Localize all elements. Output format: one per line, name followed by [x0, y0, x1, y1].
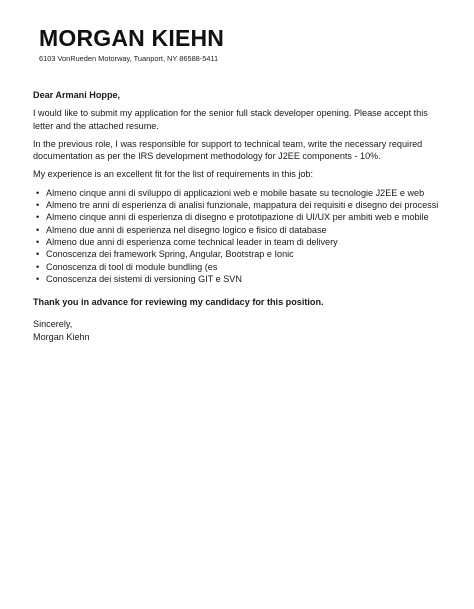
- applicant-address: 6103 VonRueden Motorway, Tuanport, NY 86588-5411: [39, 54, 219, 63]
- salutation: Dear Armani Hoppe,: [33, 90, 121, 100]
- letter-body: [33, 89, 443, 343]
- applicant-name: MORGAN KIEHN: [39, 25, 225, 51]
- list-item: • Almeno due anni di esperienza come technical leader in team di delivery: [33, 236, 443, 248]
- list-item: • Conoscenza dei framework Spring, Angular, Bootstrap e Ionic: [33, 248, 443, 260]
- list-item: • Almeno tre anni di esperienza di analisi funzionale, mappatura dei requisiti e disegno dei processi: [33, 199, 443, 211]
- list-item: • Almeno cinque anni di sviluppo di applicazioni web e mobile basate su tecnologie J2EE e web: [33, 187, 443, 199]
- list-item: • Conoscenza dei sistemi di versioning GIT e SVN: [33, 273, 443, 285]
- paragraph-intro: I would like to submit my application for the senior full stack developer opening. Please accept this letter and the attached resume.: [33, 108, 428, 131]
- thank-you-line: Thank you in advance for reviewing my candidacy for this position.: [33, 297, 324, 308]
- paragraph-previous-role: In the previous role, I was responsible for support to technical team, write the necessary required documentation as per the IRS development methodology for J2EE components - 10%.: [33, 138, 423, 162]
- closing: Sincerely,: [33, 319, 73, 330]
- requirements-list: [33, 187, 443, 285]
- list-item: • Almeno cinque anni di esperienza di disegno e prototipazione di UI/UX per ambiti web e mobile: [33, 211, 443, 223]
- paragraph-requirements-intro: My experience is an excellent fit for the list of requirements in this job:: [33, 169, 314, 180]
- list-item: • Conoscenza di tool di module bundling (es: [33, 261, 443, 273]
- list-item: • Almeno due anni di esperienza nel disegno logico e fisico di database: [33, 224, 443, 236]
- signature-name: Morgan Kiehn: [33, 331, 90, 342]
